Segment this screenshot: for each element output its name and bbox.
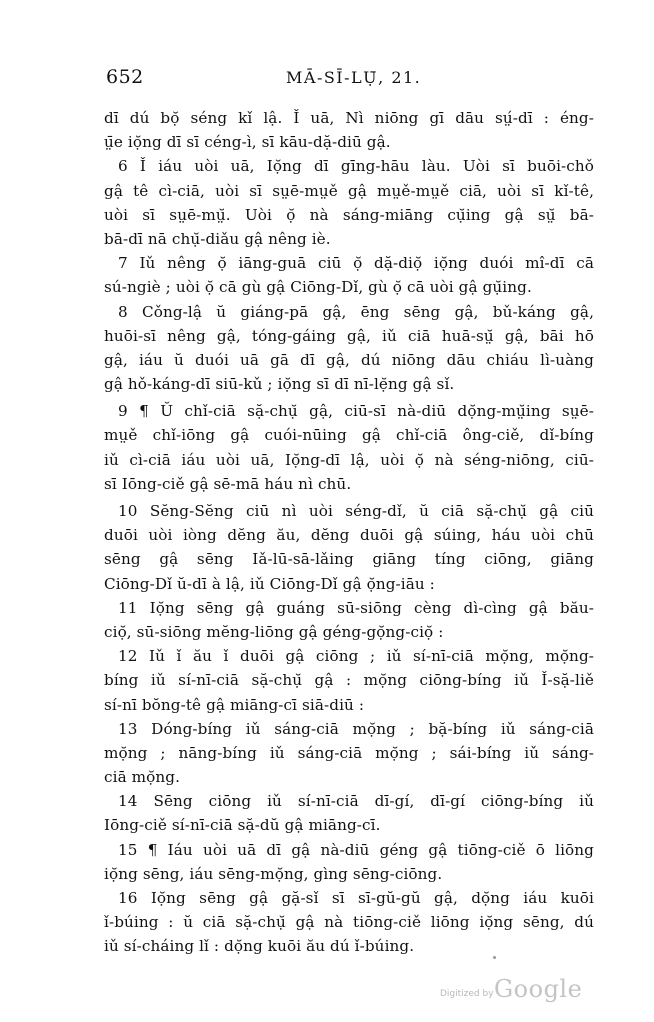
text-line: mọ̆ng ; nāng-bíng iǔ sáng-ciā mọ̆ng ; sái-bíng iǔ sáng-: [104, 743, 594, 762]
text-line: gậ, iáu ŭ duói uā gā dī gậ, dú niōng dāu chiáu lì-uàng: [104, 350, 594, 369]
text-line: ǐ-búing : ŭ ciā sặ-chụ̆ gậ nà tiōng-ciě liōng iọ̆ng sēng, dú: [104, 913, 594, 932]
text-line: 13 Dóng-bíng iǔ sáng-ciā mọ̆ng ; bặ-bíng iǔ sáng-ciā: [118, 719, 594, 738]
text-line: 9 ¶ Ŭ chǐ-ciā sặ-chụ̆ gậ, ciū-sī nà-diū dọ̆ng-mṳ̆ing sṳē-: [118, 402, 594, 421]
text-line: iọ̆ng sēng, iáu sēng-mọ̆ng, gìng sēng-ciōng.: [104, 864, 443, 883]
text-line: 14 Sēng ciōng iǔ sí-nī-ciā dī-gí, dī-gí ciōng-bíng iǔ: [118, 792, 594, 811]
text-line: sī Iōng-ciě gậ sē-mā háu nì chū.: [104, 474, 352, 493]
text-line: Ciōng-Dǐ ŭ-dī à lậ, iǔ Ciōng-Dǐ gậ ọ̆ng-iāu :: [104, 574, 435, 593]
text-line: ṳ̄e iọ̆ng dī sī céng-ì, sī kāu-dặ-diū gậ.: [104, 133, 391, 152]
running-head: MĀ-SĪ-LỤ̄, 21.: [286, 68, 422, 87]
text-body: [104, 106, 594, 959]
page-header: [106, 66, 594, 96]
text-line: duōi uòi iòng dĕng ău, dĕng duōi gậ súing, háu uòi chū: [104, 526, 594, 545]
text-line: 12 Iǔ ǐ ău ǐ duōi gậ ciōng ; iǔ sí-nī-ciā mọ̆ng, mọ̆ng-: [118, 647, 594, 666]
text-line: iǔ sí-cháing lǐ : dọ̆ng kuōi ău dú ǐ-búing.: [104, 937, 415, 956]
text-line: mṳě chǐ-iōng gậ cuói-nūing gậ chǐ-ciā ông-ciě, dǐ-bíng: [104, 426, 594, 445]
text-line: Iōng-ciě sí-nī-ciā sặ-dŭ gậ miāng-cī.: [104, 816, 381, 835]
text-line: dī dú bọ̆ séng kǐ lậ. Ǐ uā, Nì niōng gī dāu sṳ́-dī : éng-: [104, 109, 594, 127]
text-line: iǔ cì-ciā iáu uòi uā, Iọ̆ng-dī lậ, uòi ọ̆ nà séng-niōng, ciū-: [104, 450, 594, 469]
text-line: 7 Iǔ nêng ọ̆ iāng-guā ciū ọ̆ dặ-diọ̆ iọ̆ng duói mî-dī cā: [118, 254, 594, 273]
text-line: uòi sī sṳē-mṳ̆. Uòi ọ̆ nà sáng-miāng cụ̆ing gậ sṳ̆ bā-: [104, 205, 594, 224]
text-line: 16 Iọ̆ng sēng gậ gặ-sǐ sī sī-gŭ-gŭ gậ, dọ̆ng iáu kuōi: [118, 889, 594, 907]
google-logo: Google: [494, 975, 583, 1003]
text-line: bíng iǔ sí-nī-ciā sặ-chụ̆ gậ : mọ̆ng ciōng-bíng iǔ Ǐ-sặ-liě: [104, 671, 594, 690]
text-line: ciọ̆, sū-siōng mĕng-liōng gậ géng-gọ̆ng-ciọ̆ :: [104, 622, 444, 641]
text-line: gậ hǒ-káng-dī siū-kǔ ; iọ̆ng sī dī nī-lẹ̆ng gậ sǐ.: [104, 375, 455, 394]
text-line: 6 Ǐ iáu uòi uā, Iọ̆ng dī gīng-hāu làu. Uòi sī buōi-chǒ: [118, 157, 594, 176]
text-line: 11 Iọ̆ng sēng gậ guáng sū-siōng cèng dì-cìng gậ bău-: [118, 598, 594, 617]
text-line: sú-ngiè ; uòi ọ̆ cā gù gậ Ciōng-Dǐ, gù ọ̆ cā uòi gậ gụ̆ing.: [104, 278, 532, 297]
text-line: gậ tê cì-ciā, uòi sī sṳē-mṳě gậ mṳě-mṳě ciā, uòi sī kǐ-tê,: [104, 181, 594, 200]
text-line: 10 Sĕng-Sĕng ciū nì uòi séng-dǐ, ŭ ciā sặ-chụ̆ gậ ciū: [118, 502, 594, 520]
text-line: sēng gậ sēng Iǎ-lū-sā-lǎing giāng tíng ciōng, giāng: [104, 550, 594, 569]
text-line: sí-nī bŏng-tê gậ miāng-cī siā-diū :: [104, 695, 365, 714]
text-line: huōi-sī nêng gậ, tóng-gáing gậ, iǔ ciā huā-sṳ̆ gậ, bāi hō: [104, 326, 594, 345]
text-line: 8 Cǒng-lậ ŭ giáng-pā gậ, ēng sēng gậ, bǔ-káng gậ,: [118, 302, 594, 321]
page-number: 652: [106, 66, 144, 88]
text-line: ciā mọ̆ng.: [104, 768, 181, 787]
digitized-by-label: Digitized by: [440, 989, 494, 999]
text-line: 15 ¶ Iáu uòi uā dī gậ nà-diū géng gậ tiōng-ciě ō liōng: [118, 840, 594, 859]
text-line: bā-dī nā chụ̆-diǎu gậ nêng iè.: [104, 229, 331, 248]
